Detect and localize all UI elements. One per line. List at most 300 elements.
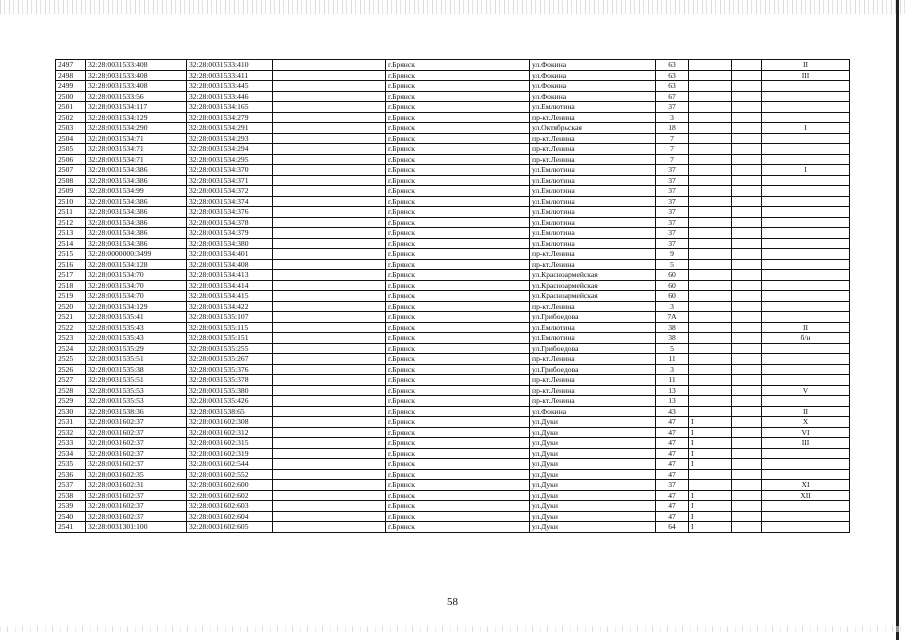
object-cadastral-number-cell: 32:28:0031534:294 <box>187 144 273 155</box>
object-cadastral-number-cell: 32:28:0031602:544 <box>187 459 273 470</box>
street-cell: ул.Фокина <box>530 406 656 417</box>
flat-number-cell <box>762 102 850 113</box>
row-number-cell: 2511 <box>56 207 86 218</box>
table-row <box>56 427 850 438</box>
city-cell: г.Брянск <box>386 501 530 512</box>
object-cadastral-number-cell: 32:28:0031534:378 <box>187 217 273 228</box>
flat-number-cell <box>762 280 850 291</box>
city-cell: г.Брянск <box>386 406 530 417</box>
house-number-cell: 63 <box>656 81 689 92</box>
flat-number-cell <box>762 301 850 312</box>
city-cell: г.Брянск <box>386 238 530 249</box>
house-number-cell: 64 <box>656 522 689 533</box>
building-cell <box>689 165 732 176</box>
house-number-cell: 67 <box>656 91 689 102</box>
building-cell <box>689 280 732 291</box>
object-cadastral-number-cell: 32:28:0031534:379 <box>187 228 273 239</box>
house-number-cell: 37 <box>656 228 689 239</box>
city-cell: г.Брянск <box>386 165 530 176</box>
object-cadastral-number-cell: 32:28:0031602:552 <box>187 469 273 480</box>
street-cell: ул.Емлютина <box>530 165 656 176</box>
city-cell: г.Брянск <box>386 301 530 312</box>
flat-number-cell <box>762 354 850 365</box>
parcel-cadastral-number-cell: 32:28:0000000:3499 <box>86 249 187 260</box>
row-number-cell: 2541 <box>56 522 86 533</box>
flat-number-cell <box>762 259 850 270</box>
flat-number-cell: XII <box>762 490 850 501</box>
house-number-cell: 47 <box>656 427 689 438</box>
row-number-cell: 2521 <box>56 312 86 323</box>
table-row <box>56 490 850 501</box>
house-number-cell: 7 <box>656 154 689 165</box>
empty-cell-cell <box>273 417 386 428</box>
row-number-cell: 2533 <box>56 438 86 449</box>
parcel-cadastral-number-cell: 32:28:0031534:386 <box>86 238 187 249</box>
street-cell: ул.Дуки <box>530 469 656 480</box>
row-number-cell: 2514 <box>56 238 86 249</box>
empty-cell-cell <box>273 501 386 512</box>
empty-cell-cell <box>273 133 386 144</box>
scan-edge-line <box>896 0 899 640</box>
parcel-cadastral-number-cell: 32:28:0031535:53 <box>86 385 187 396</box>
empty-cell-cell <box>273 490 386 501</box>
parcel-cadastral-number-cell: 32:28:0031602:31 <box>86 480 187 491</box>
flat-number-cell <box>762 364 850 375</box>
extra-cell <box>732 406 762 417</box>
city-cell: г.Брянск <box>386 70 530 81</box>
extra-cell <box>732 186 762 197</box>
empty-cell-cell <box>273 196 386 207</box>
house-number-cell: 37 <box>656 165 689 176</box>
street-cell: ул.Дуки <box>530 480 656 491</box>
extra-cell <box>732 375 762 386</box>
empty-cell-cell <box>273 154 386 165</box>
flat-number-cell <box>762 448 850 459</box>
city-cell: г.Брянск <box>386 396 530 407</box>
empty-cell-cell <box>273 249 386 260</box>
street-cell: пр-кт.Ленина <box>530 112 656 123</box>
house-number-cell: 7А <box>656 312 689 323</box>
extra-cell <box>732 480 762 491</box>
building-cell <box>689 186 732 197</box>
row-number-cell: 2501 <box>56 102 86 113</box>
flat-number-cell: I <box>762 165 850 176</box>
object-cadastral-number-cell: 32:28:0031534:408 <box>187 259 273 270</box>
empty-cell-cell <box>273 375 386 386</box>
house-number-cell: 47 <box>656 501 689 512</box>
table-row <box>56 343 850 354</box>
empty-cell-cell <box>273 343 386 354</box>
city-cell: г.Брянск <box>386 81 530 92</box>
building-cell <box>689 322 732 333</box>
street-cell: ул.Емлютина <box>530 322 656 333</box>
empty-cell-cell <box>273 396 386 407</box>
flat-number-cell <box>762 501 850 512</box>
house-number-cell: 47 <box>656 469 689 480</box>
extra-cell <box>732 270 762 281</box>
extra-cell <box>732 154 762 165</box>
empty-cell-cell <box>273 459 386 470</box>
parcel-cadastral-number-cell: 32:28:0031535:51 <box>86 354 187 365</box>
building-cell <box>689 217 732 228</box>
building-cell <box>689 385 732 396</box>
row-number-cell: 2540 <box>56 511 86 522</box>
parcel-cadastral-number-cell: 32:28:0031602:37 <box>86 438 187 449</box>
house-number-cell: 38 <box>656 322 689 333</box>
object-cadastral-number-cell: 32:28:0031534:401 <box>187 249 273 260</box>
extra-cell <box>732 459 762 470</box>
row-number-cell: 2518 <box>56 280 86 291</box>
table-row <box>56 364 850 375</box>
table-row <box>56 154 850 165</box>
table-row <box>56 165 850 176</box>
object-cadastral-number-cell: 32:28:0031535:378 <box>187 375 273 386</box>
building-cell <box>689 333 732 344</box>
flat-number-cell <box>762 207 850 218</box>
table-row <box>56 312 850 323</box>
extra-cell <box>732 238 762 249</box>
object-cadastral-number-cell: 32:28:0031535:151 <box>187 333 273 344</box>
object-cadastral-number-cell: 32:28:0031535:380 <box>187 385 273 396</box>
house-number-cell: 60 <box>656 270 689 281</box>
city-cell: г.Брянск <box>386 259 530 270</box>
extra-cell <box>732 385 762 396</box>
house-number-cell: 37 <box>656 480 689 491</box>
parcel-cadastral-number-cell: 32:28:0031535:53 <box>86 396 187 407</box>
house-number-cell: 3 <box>656 301 689 312</box>
extra-cell <box>732 144 762 155</box>
row-number-cell: 2506 <box>56 154 86 165</box>
city-cell: г.Брянск <box>386 291 530 302</box>
city-cell: г.Брянск <box>386 385 530 396</box>
parcel-cadastral-number-cell: 32:28:0031534:386 <box>86 196 187 207</box>
street-cell: ул.Емлютина <box>530 333 656 344</box>
table-row <box>56 438 850 449</box>
parcel-cadastral-number-cell: 32:28:0031535:51 <box>86 375 187 386</box>
flat-number-cell <box>762 81 850 92</box>
flat-number-cell <box>762 144 850 155</box>
scan-noise-bottom <box>0 626 905 632</box>
extra-cell <box>732 427 762 438</box>
extra-cell <box>732 60 762 71</box>
house-number-cell: 7 <box>656 133 689 144</box>
object-cadastral-number-cell: 32:28:0031538:65 <box>187 406 273 417</box>
building-cell <box>689 469 732 480</box>
street-cell: ул.Дуки <box>530 511 656 522</box>
object-cadastral-number-cell: 32:28:0031533:410 <box>187 60 273 71</box>
house-number-cell: 37 <box>656 217 689 228</box>
flat-number-cell <box>762 217 850 228</box>
registry-body <box>56 60 850 533</box>
parcel-cadastral-number-cell: 32:28:0031533:56 <box>86 91 187 102</box>
parcel-cadastral-number-cell: 32:28:0031534:70 <box>86 270 187 281</box>
row-number-cell: 2527 <box>56 375 86 386</box>
empty-cell-cell <box>273 438 386 449</box>
object-cadastral-number-cell: 32:28:0031534:372 <box>187 186 273 197</box>
parcel-cadastral-number-cell: 32:28:0031534:71 <box>86 154 187 165</box>
extra-cell <box>732 501 762 512</box>
city-cell: г.Брянск <box>386 133 530 144</box>
parcel-cadastral-number-cell: 32:28:0031602:35 <box>86 469 187 480</box>
street-cell: пр-кт.Ленина <box>530 396 656 407</box>
extra-cell <box>732 301 762 312</box>
city-cell: г.Брянск <box>386 322 530 333</box>
extra-cell <box>732 469 762 480</box>
flat-number-cell <box>762 396 850 407</box>
table-row <box>56 186 850 197</box>
property-registry-table <box>55 59 850 533</box>
house-number-cell: 47 <box>656 490 689 501</box>
row-number-cell: 2519 <box>56 291 86 302</box>
parcel-cadastral-number-cell: 32:28:0031534:290 <box>86 123 187 134</box>
building-cell <box>689 175 732 186</box>
parcel-cadastral-number-cell: 32:28:0031534:386 <box>86 175 187 186</box>
building-cell <box>689 196 732 207</box>
object-cadastral-number-cell: 32:28:0031602:319 <box>187 448 273 459</box>
building-cell <box>689 259 732 270</box>
empty-cell-cell <box>273 480 386 491</box>
street-cell: ул.Грибоедова <box>530 312 656 323</box>
object-cadastral-number-cell: 32:28:0031535:426 <box>187 396 273 407</box>
flat-number-cell: II <box>762 406 850 417</box>
house-number-cell: 37 <box>656 186 689 197</box>
table-row <box>56 102 850 113</box>
city-cell: г.Брянск <box>386 270 530 281</box>
row-number-cell: 2509 <box>56 186 86 197</box>
parcel-cadastral-number-cell: 32:28:0031534:71 <box>86 133 187 144</box>
row-number-cell: 2497 <box>56 60 86 71</box>
building-cell <box>689 343 732 354</box>
table-row <box>56 175 850 186</box>
city-cell: г.Брянск <box>386 207 530 218</box>
empty-cell-cell <box>273 364 386 375</box>
flat-number-cell: X <box>762 417 850 428</box>
object-cadastral-number-cell: 32:28:0031534:279 <box>187 112 273 123</box>
city-cell: г.Брянск <box>386 175 530 186</box>
object-cadastral-number-cell: 32:28:0031534:414 <box>187 280 273 291</box>
city-cell: г.Брянск <box>386 91 530 102</box>
row-number-cell: 2504 <box>56 133 86 144</box>
building-cell <box>689 144 732 155</box>
table-row <box>56 196 850 207</box>
empty-cell-cell <box>273 228 386 239</box>
city-cell: г.Брянск <box>386 333 530 344</box>
row-number-cell: 2502 <box>56 112 86 123</box>
page-number: 58 <box>447 596 458 608</box>
object-cadastral-number-cell: 32:28:0031534:374 <box>187 196 273 207</box>
house-number-cell: 37 <box>656 238 689 249</box>
house-number-cell: 60 <box>656 280 689 291</box>
object-cadastral-number-cell: 32:28:0031534:380 <box>187 238 273 249</box>
object-cadastral-number-cell: 32:28:0031602:308 <box>187 417 273 428</box>
empty-cell-cell <box>273 175 386 186</box>
house-number-cell: 5 <box>656 343 689 354</box>
table-row <box>56 133 850 144</box>
object-cadastral-number-cell: 32:28:0031534:376 <box>187 207 273 218</box>
empty-cell-cell <box>273 280 386 291</box>
object-cadastral-number-cell: 32:28:0031535:115 <box>187 322 273 333</box>
row-number-cell: 2528 <box>56 385 86 396</box>
building-cell <box>689 112 732 123</box>
table-row <box>56 249 850 260</box>
row-number-cell: 2505 <box>56 144 86 155</box>
extra-cell <box>732 354 762 365</box>
extra-cell <box>732 312 762 323</box>
building-cell: I <box>689 511 732 522</box>
city-cell: г.Брянск <box>386 469 530 480</box>
house-number-cell: 43 <box>656 406 689 417</box>
empty-cell-cell <box>273 406 386 417</box>
flat-number-cell <box>762 312 850 323</box>
parcel-cadastral-number-cell: 32:28:0031534:386 <box>86 165 187 176</box>
object-cadastral-number-cell: 32:28:0031534:293 <box>187 133 273 144</box>
flat-number-cell: б/н <box>762 333 850 344</box>
object-cadastral-number-cell: 32:28:0031534:291 <box>187 123 273 134</box>
building-cell <box>689 91 732 102</box>
city-cell: г.Брянск <box>386 112 530 123</box>
building-cell <box>689 480 732 491</box>
object-cadastral-number-cell: 32:28:0031602:605 <box>187 522 273 533</box>
row-number-cell: 2522 <box>56 322 86 333</box>
house-number-cell: 9 <box>656 249 689 260</box>
parcel-cadastral-number-cell: 32:28:0031534:70 <box>86 291 187 302</box>
flat-number-cell <box>762 522 850 533</box>
city-cell: г.Брянск <box>386 102 530 113</box>
row-number-cell: 2529 <box>56 396 86 407</box>
table-row <box>56 217 850 228</box>
building-cell: I <box>689 459 732 470</box>
street-cell: ул.Фокина <box>530 91 656 102</box>
street-cell: ул.Емлютина <box>530 238 656 249</box>
row-number-cell: 2498 <box>56 70 86 81</box>
object-cadastral-number-cell: 32:28:0031534:165 <box>187 102 273 113</box>
object-cadastral-number-cell: 32:28:0031602:602 <box>187 490 273 501</box>
empty-cell-cell <box>273 112 386 123</box>
house-number-cell: 37 <box>656 207 689 218</box>
parcel-cadastral-number-cell: 32:28:0031535:43 <box>86 322 187 333</box>
street-cell: ул.Октябрьская <box>530 123 656 134</box>
building-cell <box>689 249 732 260</box>
table-row <box>56 375 850 386</box>
street-cell: ул.Красноармейская <box>530 291 656 302</box>
object-cadastral-number-cell: 32:28:0031533:446 <box>187 91 273 102</box>
flat-number-cell: VI <box>762 427 850 438</box>
house-number-cell: 11 <box>656 354 689 365</box>
flat-number-cell <box>762 291 850 302</box>
parcel-cadastral-number-cell: 32:28:0031534:386 <box>86 228 187 239</box>
street-cell: ул.Дуки <box>530 522 656 533</box>
empty-cell-cell <box>273 301 386 312</box>
parcel-cadastral-number-cell: 32:28:0031534:99 <box>86 186 187 197</box>
house-number-cell: 13 <box>656 396 689 407</box>
flat-number-cell <box>762 175 850 186</box>
empty-cell-cell <box>273 81 386 92</box>
empty-cell-cell <box>273 238 386 249</box>
empty-cell-cell <box>273 354 386 365</box>
city-cell: г.Брянск <box>386 249 530 260</box>
city-cell: г.Брянск <box>386 354 530 365</box>
empty-cell-cell <box>273 312 386 323</box>
parcel-cadastral-number-cell: 32:28:0031602:37 <box>86 417 187 428</box>
building-cell <box>689 270 732 281</box>
city-cell: г.Брянск <box>386 375 530 386</box>
row-number-cell: 2525 <box>56 354 86 365</box>
street-cell: ул.Дуки <box>530 427 656 438</box>
street-cell: ул.Емлютина <box>530 175 656 186</box>
table-row <box>56 291 850 302</box>
building-cell <box>689 312 732 323</box>
row-number-cell: 2537 <box>56 480 86 491</box>
extra-cell <box>732 249 762 260</box>
object-cadastral-number-cell: 32:28:0031602:315 <box>187 438 273 449</box>
row-number-cell: 2534 <box>56 448 86 459</box>
flat-number-cell <box>762 91 850 102</box>
object-cadastral-number-cell: 32:28:0031534:415 <box>187 291 273 302</box>
building-cell: I <box>689 522 732 533</box>
house-number-cell: 47 <box>656 448 689 459</box>
street-cell: ул.Дуки <box>530 438 656 449</box>
city-cell: г.Брянск <box>386 448 530 459</box>
row-number-cell: 2532 <box>56 427 86 438</box>
parcel-cadastral-number-cell: 32:28:0031602:37 <box>86 459 187 470</box>
object-cadastral-number-cell: 32:28:0031534:370 <box>187 165 273 176</box>
empty-cell-cell <box>273 322 386 333</box>
extra-cell <box>732 490 762 501</box>
city-cell: г.Брянск <box>386 427 530 438</box>
parcel-cadastral-number-cell: 32:28:0031534:129 <box>86 301 187 312</box>
extra-cell <box>732 91 762 102</box>
empty-cell-cell <box>273 333 386 344</box>
row-number-cell: 2512 <box>56 217 86 228</box>
parcel-cadastral-number-cell: 32:28:0031534:70 <box>86 280 187 291</box>
house-number-cell: 47 <box>656 438 689 449</box>
building-cell <box>689 364 732 375</box>
building-cell <box>689 154 732 165</box>
parcel-cadastral-number-cell: 32:28:0031301:100 <box>86 522 187 533</box>
extra-cell <box>732 333 762 344</box>
extra-cell <box>732 102 762 113</box>
extra-cell <box>732 280 762 291</box>
row-number-cell: 2499 <box>56 81 86 92</box>
house-number-cell: 47 <box>656 459 689 470</box>
parcel-cadastral-number-cell: 32:28:0031535:43 <box>86 333 187 344</box>
extra-cell <box>732 291 762 302</box>
house-number-cell: 47 <box>656 511 689 522</box>
building-cell <box>689 406 732 417</box>
building-cell <box>689 207 732 218</box>
empty-cell-cell <box>273 259 386 270</box>
city-cell: г.Брянск <box>386 217 530 228</box>
street-cell: ул.Дуки <box>530 490 656 501</box>
house-number-cell: 3 <box>656 364 689 375</box>
parcel-cadastral-number-cell: 32:28:0031533:408 <box>86 70 187 81</box>
empty-cell-cell <box>273 144 386 155</box>
city-cell: г.Брянск <box>386 196 530 207</box>
street-cell: ул.Емлютина <box>530 186 656 197</box>
flat-number-cell: V <box>762 385 850 396</box>
street-cell: ул.Фокина <box>530 60 656 71</box>
house-number-cell: 63 <box>656 60 689 71</box>
table-row <box>56 81 850 92</box>
table-row <box>56 207 850 218</box>
city-cell: г.Брянск <box>386 417 530 428</box>
empty-cell-cell <box>273 217 386 228</box>
table-row <box>56 91 850 102</box>
row-number-cell: 2513 <box>56 228 86 239</box>
flat-number-cell <box>762 133 850 144</box>
city-cell: г.Брянск <box>386 312 530 323</box>
city-cell: г.Брянск <box>386 144 530 155</box>
